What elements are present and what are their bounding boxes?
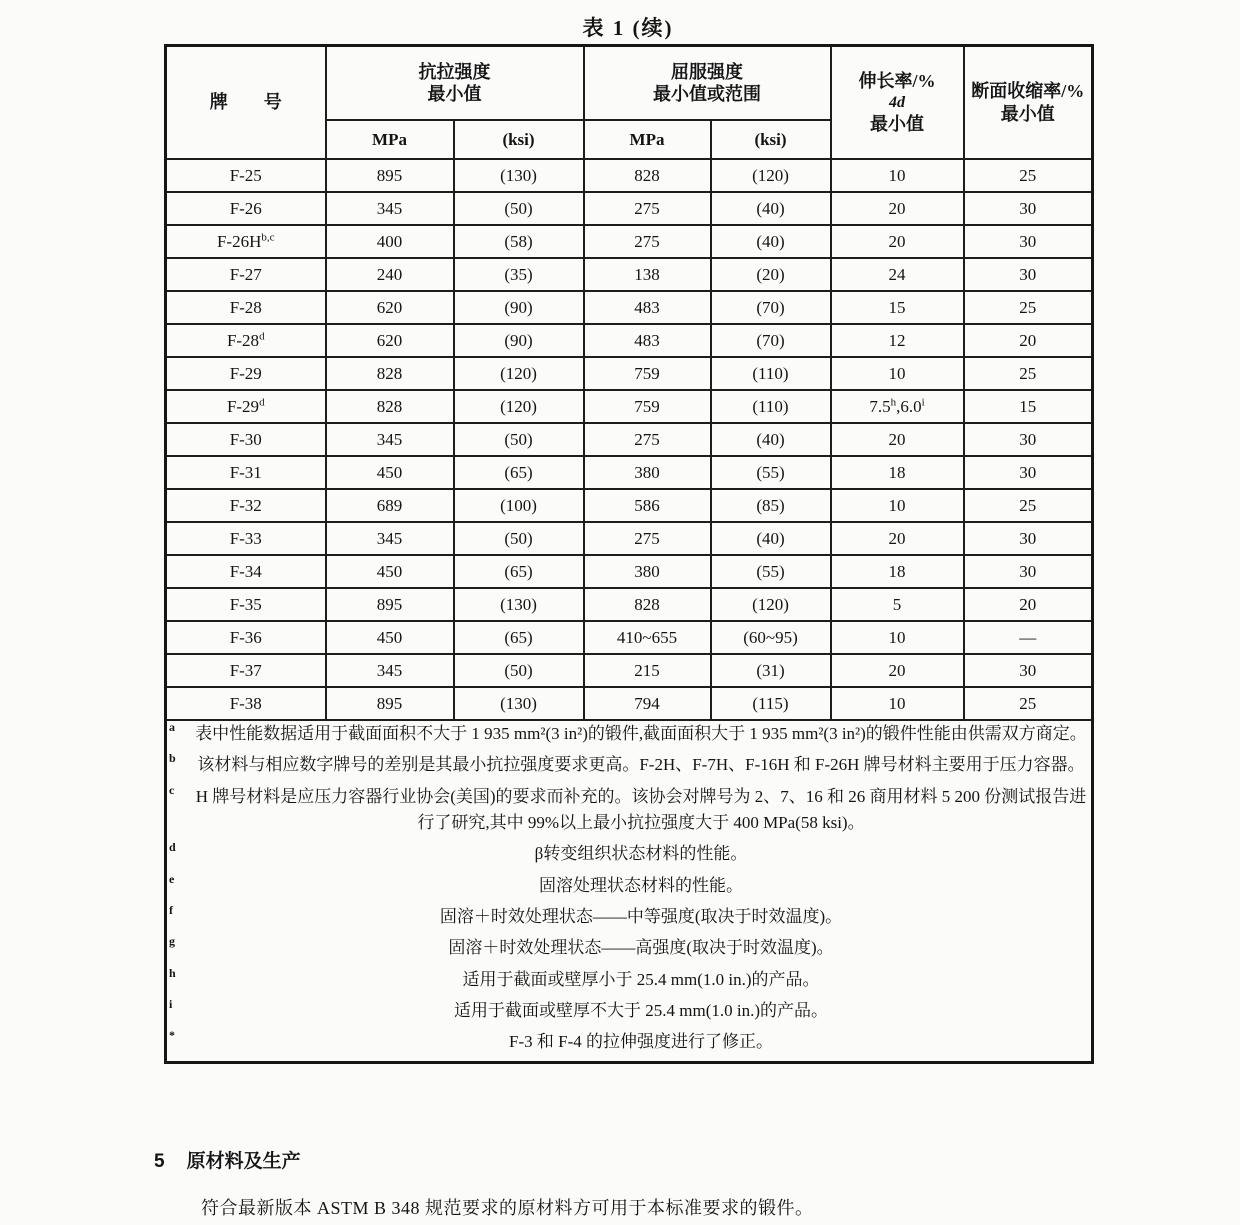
cell-grade: F-31	[166, 456, 326, 489]
footnote-text: H 牌号材料是应压力容器行业协会(美国)的要求而补充的。该协会对牌号为 2、7、16 和 26 商用材料 5 200 份测试报告进行了研究,其中 99%以上最小抗拉强度大于 400 MPa(58 ksi)。	[195, 786, 1087, 833]
cell-elong: 18	[831, 555, 964, 588]
table-row	[166, 456, 1093, 489]
table-title: 表 1 (续)	[582, 16, 674, 40]
cell-t_ksi: (120)	[454, 390, 584, 423]
cell-t_ksi: (130)	[454, 588, 584, 621]
cell-elong: 15	[831, 291, 964, 324]
cell-t_ksi: (65)	[454, 621, 584, 654]
header-tensile-strength	[326, 46, 584, 121]
cell-red: 20	[964, 324, 1093, 357]
header-yield-line1: 屈服强度	[671, 61, 743, 82]
table-row	[166, 291, 1093, 324]
cell-y_ksi: (85)	[711, 489, 831, 522]
footnote-text: 适用于截面或壁厚不大于 25.4 mm(1.0 in.)的产品。	[454, 1001, 828, 1021]
header-elongation-line1: 伸长率/%	[858, 71, 936, 91]
cell-t_ksi: (100)	[454, 489, 584, 522]
cell-red: 25	[964, 291, 1093, 324]
cell-grade: F-38	[166, 687, 326, 720]
cell-grade: F-32	[166, 489, 326, 522]
cell-y_ksi: (40)	[711, 423, 831, 456]
header-grade: 牌 号	[166, 46, 326, 160]
table-row	[166, 258, 1093, 291]
table-row	[166, 555, 1093, 588]
cell-red: 25	[964, 687, 1093, 720]
cell-y_ksi: (120)	[711, 588, 831, 621]
cell-t_mpa: 450	[326, 555, 454, 588]
cell-t_mpa: 400	[326, 225, 454, 258]
cell-red: 30	[964, 555, 1093, 588]
footnote-marker: a	[169, 720, 175, 734]
cell-elong: 10	[831, 357, 964, 390]
footnote-marker: *	[169, 1028, 175, 1043]
header-elongation-line3: 最小值	[870, 113, 924, 134]
cell-y_mpa: 586	[584, 489, 711, 522]
cell-t_ksi: (50)	[454, 192, 584, 225]
cell-red: 20	[964, 588, 1093, 621]
header-tensile-line2: 最小值	[427, 84, 482, 104]
cell-y_mpa: 759	[584, 390, 711, 423]
footnote-text: β转变组织状态材料的性能。	[534, 844, 748, 864]
section-heading	[154, 1146, 301, 1173]
cell-grade: F-36	[166, 621, 326, 654]
cell-grade: F-26	[166, 192, 326, 225]
section-number: 5	[154, 1151, 165, 1172]
footnote-marker: f	[169, 903, 173, 918]
cell-y_mpa: 483	[584, 291, 711, 324]
header-elongation-line2: 4d	[889, 93, 905, 111]
header-elongation	[831, 46, 964, 160]
footnote-text: 固溶＋时效处理状态——中等强度(取决于时效温度)。	[439, 907, 843, 927]
cell-t_ksi: (58)	[454, 225, 584, 258]
footnotes	[166, 720, 1093, 1062]
table-row	[166, 324, 1093, 357]
cell-y_ksi: (40)	[711, 522, 831, 555]
footnote-text: 该材料与相应数字牌号的差别是其最小抗拉强度要求更高。F-2H、F-7H、F-16H 和 F-26H 牌号材料主要用于压力容器。	[197, 755, 1085, 775]
header-yield-mpa: MPa	[584, 120, 711, 159]
cell-y_ksi: (115)	[711, 687, 831, 720]
cell-elong: 10	[831, 621, 964, 654]
cell-y_ksi: (120)	[711, 159, 831, 192]
cell-red: —	[964, 621, 1093, 654]
cell-y_mpa: 410~655	[584, 621, 711, 654]
table-header	[166, 46, 1093, 160]
footnote-star	[167, 1029, 1091, 1055]
footnote-marker: b	[169, 751, 176, 766]
properties-table	[164, 44, 1094, 1064]
cell-y_mpa: 275	[584, 423, 711, 456]
footnote-marker: h	[169, 965, 176, 980]
cell-grade: F-34	[166, 555, 326, 588]
cell-t_mpa: 345	[326, 654, 454, 687]
cell-y_mpa: 138	[584, 258, 711, 291]
cell-t_mpa: 828	[326, 357, 454, 390]
footnote-a	[167, 721, 1091, 747]
table-row	[166, 159, 1093, 192]
cell-red: 30	[964, 522, 1093, 555]
header-reduction-line1: 断面收缩率/%	[971, 81, 1085, 101]
table-container	[164, 44, 1091, 1064]
cell-y_mpa: 215	[584, 654, 711, 687]
table-row	[166, 654, 1093, 687]
cell-y_mpa: 380	[584, 456, 711, 489]
cell-t_ksi: (90)	[454, 291, 584, 324]
cell-red: 30	[964, 654, 1093, 687]
cell-y_ksi: (40)	[711, 225, 831, 258]
header-yield-strength	[584, 46, 831, 121]
table-row	[166, 390, 1093, 423]
table-row	[166, 423, 1093, 456]
cell-red: 25	[964, 159, 1093, 192]
footnote-marker: e	[169, 871, 175, 886]
cell-t_ksi: (130)	[454, 159, 584, 192]
cell-y_ksi: (70)	[711, 291, 831, 324]
cell-y_mpa: 275	[584, 522, 711, 555]
cell-t_ksi: (90)	[454, 324, 584, 357]
cell-red: 15	[964, 390, 1093, 423]
cell-elong: 7.5$^h$,6.0$^i$	[831, 390, 964, 423]
cell-grade: F-28$^d$	[166, 324, 326, 357]
cell-t_ksi: (50)	[454, 423, 584, 456]
cell-elong: 20	[831, 225, 964, 258]
footnote-text: 适用于截面或壁厚小于 25.4 mm(1.0 in.)的产品。	[462, 969, 820, 989]
cell-grade: F-35	[166, 588, 326, 621]
cell-y_mpa: 828	[584, 588, 711, 621]
cell-y_ksi: (110)	[711, 357, 831, 390]
cell-elong: 20	[831, 423, 964, 456]
cell-red: 30	[964, 225, 1093, 258]
cell-elong: 20	[831, 192, 964, 225]
cell-elong: 24	[831, 258, 964, 291]
cell-elong: 20	[831, 654, 964, 687]
table-row	[166, 687, 1093, 720]
footnote-marker: g	[169, 934, 175, 949]
section-heading-text: 原材料及生产	[186, 1151, 301, 1172]
cell-t_ksi: (120)	[454, 357, 584, 390]
cell-red: 30	[964, 258, 1093, 291]
footnote-d	[167, 841, 1091, 867]
cell-y_mpa: 794	[584, 687, 711, 720]
cell-grade: F-27	[166, 258, 326, 291]
cell-t_mpa: 450	[326, 621, 454, 654]
table-row	[166, 192, 1093, 225]
table-row	[166, 489, 1093, 522]
cell-elong: 10	[831, 159, 964, 192]
cell-t_mpa: 240	[326, 258, 454, 291]
cell-t_mpa: 895	[326, 588, 454, 621]
cell-t_mpa: 828	[326, 390, 454, 423]
table-row	[166, 588, 1093, 621]
footnote-h	[167, 967, 1091, 993]
cell-y_ksi: (60~95)	[711, 621, 831, 654]
cell-grade: F-29$^d$	[166, 390, 326, 423]
header-tensile-mpa: MPa	[326, 120, 454, 159]
header-reduction-of-area	[964, 46, 1093, 160]
cell-y_mpa: 759	[584, 357, 711, 390]
cell-t_mpa: 895	[326, 159, 454, 192]
footnote-text: 固溶处理状态材料的性能。	[539, 875, 743, 895]
cell-y_ksi: (55)	[711, 456, 831, 489]
cell-y_ksi: (110)	[711, 390, 831, 423]
footnote-text: 表中性能数据适用于截面面积不大于 1 935 mm²(3 in²)的锻件,截面面积大于 1 935 mm²(3 in²)的锻件性能由供需双方商定。	[195, 724, 1087, 743]
cell-elong: 20	[831, 522, 964, 555]
footnote-g	[167, 935, 1091, 961]
cell-y_ksi: (70)	[711, 324, 831, 357]
cell-grade: F-37	[166, 654, 326, 687]
cell-y_ksi: (55)	[711, 555, 831, 588]
section-paragraph: 符合最新版本 ASTM B 348 规范要求的原材料方可用于本标准要求的锻件。	[201, 1198, 814, 1218]
cell-grade: F-28	[166, 291, 326, 324]
cell-t_ksi: (65)	[454, 555, 584, 588]
header-reduction-line2: 最小值	[1000, 103, 1055, 124]
cell-grade: F-33	[166, 522, 326, 555]
header-tensile-line1: 抗拉强度	[418, 61, 491, 82]
cell-y_mpa: 275	[584, 192, 711, 225]
table-row	[166, 357, 1093, 390]
footnote-marker: i	[169, 997, 173, 1012]
cell-grade: $F-26H^{b,c}$	[166, 225, 326, 258]
cell-elong: 18	[831, 456, 964, 489]
footnotes-section	[166, 720, 1093, 1062]
footnote-i	[167, 998, 1091, 1024]
table-body	[166, 159, 1093, 720]
cell-y_ksi: (40)	[711, 192, 831, 225]
cell-grade: F-25	[166, 159, 326, 192]
cell-y_ksi: (20)	[711, 258, 831, 291]
footnote-text: 固溶＋时效处理状态——高强度(取决于时效温度)。	[448, 938, 834, 958]
cell-y_mpa: 275	[584, 225, 711, 258]
cell-t_ksi: (130)	[454, 687, 584, 720]
cell-y_mpa: 380	[584, 555, 711, 588]
cell-t_ksi: (50)	[454, 654, 584, 687]
header-yield-line2: 最小值或范围	[653, 84, 761, 104]
cell-t_ksi: (50)	[454, 522, 584, 555]
cell-elong: 5	[831, 588, 964, 621]
cell-grade: F-30	[166, 423, 326, 456]
footnote-b	[167, 752, 1091, 778]
cell-elong: 10	[831, 489, 964, 522]
table-row	[166, 621, 1093, 654]
footnote-marker: c	[169, 782, 175, 797]
footnote-text: F-3 和 F-4 的拉伸强度进行了修正。	[509, 1032, 773, 1052]
cell-t_ksi: (35)	[454, 258, 584, 291]
cell-red: 25	[964, 357, 1093, 390]
footnote-e	[167, 873, 1091, 899]
cell-t_mpa: 450	[326, 456, 454, 489]
cell-grade: F-29	[166, 357, 326, 390]
cell-t_mpa: 345	[326, 423, 454, 456]
cell-t_mpa: 620	[326, 324, 454, 357]
cell-y_mpa: 828	[584, 159, 711, 192]
footnote-marker: d	[169, 840, 176, 855]
cell-y_ksi: (31)	[711, 654, 831, 687]
cell-elong: 10	[831, 687, 964, 720]
cell-t_mpa: 895	[326, 687, 454, 720]
cell-elong: 12	[831, 324, 964, 357]
header-tensile-ksi: (ksi)	[454, 120, 584, 159]
cell-t_mpa: 620	[326, 291, 454, 324]
footnote-f	[167, 904, 1091, 930]
cell-y_mpa: 483	[584, 324, 711, 357]
header-yield-ksi: (ksi)	[711, 120, 831, 159]
table-row	[166, 225, 1093, 258]
cell-t_ksi: (65)	[454, 456, 584, 489]
table-row	[166, 522, 1093, 555]
cell-red: 25	[964, 489, 1093, 522]
cell-red: 30	[964, 423, 1093, 456]
cell-t_mpa: 689	[326, 489, 454, 522]
cell-red: 30	[964, 456, 1093, 489]
cell-t_mpa: 345	[326, 522, 454, 555]
cell-red: 30	[964, 192, 1093, 225]
footnote-c	[167, 784, 1091, 837]
cell-t_mpa: 345	[326, 192, 454, 225]
